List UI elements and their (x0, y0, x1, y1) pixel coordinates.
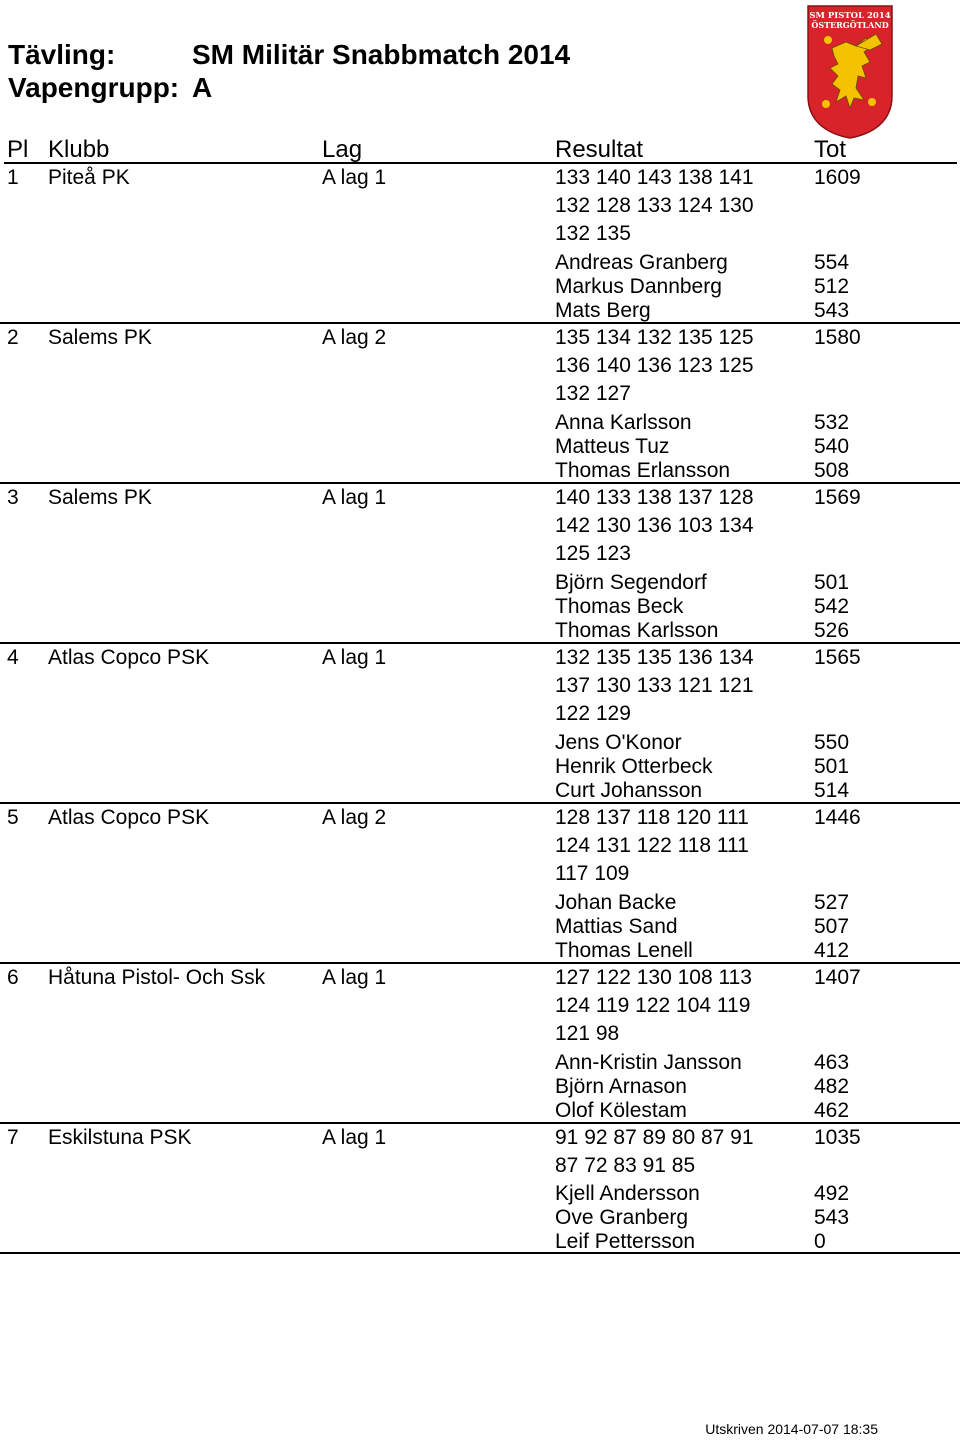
team-name: A lag 1 (322, 486, 387, 509)
shooter-name: Kjell Andersson (555, 1182, 700, 1205)
placement: 2 (7, 326, 19, 349)
shooter-score: 512 (814, 275, 850, 298)
column-header-club: Klubb (48, 136, 110, 163)
result-line: 117 109 (555, 862, 630, 885)
shooter-score: 508 (814, 459, 850, 482)
team-row (0, 164, 960, 324)
team-total: 1569 (814, 486, 861, 509)
shooter-name: Mattias Sand (555, 915, 678, 938)
team-total: 1580 (814, 326, 861, 349)
result-line: 125 123 (555, 542, 631, 565)
shooter-name: Henrik Otterbeck (555, 755, 713, 778)
shooter-name: Matteus Tuz (555, 435, 670, 458)
result-line: 127 122 130 108 113 (555, 966, 752, 989)
shooter-score: 543 (814, 1206, 850, 1229)
team-name: A lag 1 (322, 1126, 387, 1149)
team-row (0, 324, 960, 484)
result-line: 132 128 133 124 130 (555, 194, 754, 217)
team-total: 1565 (814, 646, 861, 669)
result-line: 121 98 (555, 1022, 620, 1045)
team-row (0, 484, 960, 644)
shooter-name: Andreas Granberg (555, 251, 728, 274)
shooter-name: Thomas Lenell (555, 939, 693, 962)
team-name: A lag 1 (322, 166, 387, 189)
club-name: Atlas Copco PSK (48, 806, 210, 829)
result-line: 136 140 136 123 125 (555, 354, 754, 377)
rose-icon (824, 36, 832, 44)
column-header-result: Resultat (555, 136, 644, 163)
placement: 6 (7, 966, 19, 989)
team-total: 1446 (814, 806, 861, 829)
club-name: Salems PK (48, 486, 152, 509)
shooter-score: 514 (814, 779, 850, 802)
result-line: 140 133 138 137 128 (555, 486, 754, 509)
shooter-score: 526 (814, 619, 850, 642)
shooter-name: Mats Berg (555, 299, 651, 322)
results-table (0, 164, 960, 1254)
shooter-name: Ove Granberg (555, 1206, 689, 1229)
shooter-name: Thomas Beck (555, 595, 684, 618)
shooter-name: Björn Segendorf (555, 571, 707, 594)
shooter-name: Thomas Karlsson (555, 619, 719, 642)
shooter-name: Olof Kölestam (555, 1099, 687, 1122)
team-total: 1407 (814, 966, 861, 989)
placement: 1 (7, 166, 19, 189)
shooter-score: 527 (814, 891, 850, 914)
result-line: 122 129 (555, 702, 631, 725)
team-row (0, 644, 960, 804)
competition-label: Tävling: (8, 39, 116, 70)
result-line: 135 134 132 135 125 (555, 326, 754, 349)
shooter-score: 0 (814, 1230, 826, 1253)
shooter-name: Johan Backe (555, 891, 677, 914)
column-header-pl: Pl (7, 136, 29, 163)
shooter-score: 412 (814, 939, 850, 962)
result-line: 124 119 122 104 119 (555, 994, 751, 1017)
result-line: 91 92 87 89 80 87 91 (555, 1126, 754, 1149)
result-line: 133 140 143 138 141 (555, 166, 754, 189)
result-line: 142 130 136 103 134 (555, 514, 754, 537)
team-total: 1035 (814, 1126, 861, 1149)
logo-line-1: SM PISTOL 2014 (809, 11, 891, 21)
column-header-row (0, 134, 960, 164)
shooter-name: Markus Dannberg (555, 275, 722, 298)
placement: 7 (7, 1126, 19, 1149)
placement: 4 (7, 646, 19, 669)
competition-name: SM Militär Snabbmatch 2014 (192, 39, 571, 70)
shooter-name: Thomas Erlansson (555, 459, 731, 482)
weapon-group-value: A (192, 72, 213, 103)
shooter-name: Jens O'Konor (555, 731, 682, 754)
team-name: A lag 1 (322, 646, 387, 669)
shooter-score: 462 (814, 1099, 850, 1122)
result-line: 87 72 83 91 85 (555, 1154, 696, 1177)
shooter-score: 550 (814, 731, 850, 754)
shooter-score: 542 (814, 595, 850, 618)
column-header-total: Tot (814, 136, 847, 163)
result-line: 128 137 118 120 111 (555, 806, 749, 829)
shooter-score: 482 (814, 1075, 850, 1098)
rose-icon (822, 100, 830, 108)
result-line: 132 135 135 136 134 (555, 646, 754, 669)
shooter-score: 554 (814, 251, 850, 274)
shooter-score: 532 (814, 411, 850, 434)
sm-pistol-logo (806, 4, 894, 140)
team-row (0, 804, 960, 964)
shooter-name: Curt Johansson (555, 779, 703, 802)
result-line: 137 130 133 121 121 (555, 674, 754, 697)
team-name: A lag 2 (322, 326, 387, 349)
shooter-score: 540 (814, 435, 850, 458)
shooter-score: 463 (814, 1051, 850, 1074)
placement: 3 (7, 486, 19, 509)
shooter-name: Anna Karlsson (555, 411, 692, 434)
column-header-team: Lag (322, 136, 363, 163)
team-name: A lag 1 (322, 966, 387, 989)
shooter-name: Ann-Kristin Jansson (555, 1051, 742, 1074)
shooter-score: 501 (814, 571, 850, 594)
shooter-score: 507 (814, 915, 850, 938)
logo-line-2: ÖSTERGÖTLAND (811, 20, 889, 30)
printed-timestamp: Utskriven 2014-07-07 18:35 (705, 1421, 878, 1437)
shooter-name: Björn Arnason (555, 1075, 687, 1098)
result-line: 132 127 (555, 382, 631, 405)
team-row (0, 1124, 960, 1254)
result-line: 132 135 (555, 222, 631, 245)
team-total: 1609 (814, 166, 861, 189)
result-line: 124 131 122 118 111 (555, 834, 749, 857)
shooter-score: 492 (814, 1182, 850, 1205)
club-name: Piteå PK (48, 166, 130, 189)
weapon-group-label: Vapengrupp: (8, 72, 180, 103)
shooter-name: Leif Pettersson (555, 1230, 696, 1253)
team-row (0, 964, 960, 1124)
shooter-score: 501 (814, 755, 850, 778)
rose-icon (868, 98, 876, 106)
placement: 5 (7, 806, 19, 829)
club-name: Eskilstuna PSK (48, 1126, 192, 1149)
team-name: A lag 2 (322, 806, 387, 829)
club-name: Salems PK (48, 326, 152, 349)
shooter-score: 543 (814, 299, 850, 322)
club-name: Håtuna Pistol- Och Ssk (48, 966, 266, 989)
club-name: Atlas Copco PSK (48, 646, 210, 669)
